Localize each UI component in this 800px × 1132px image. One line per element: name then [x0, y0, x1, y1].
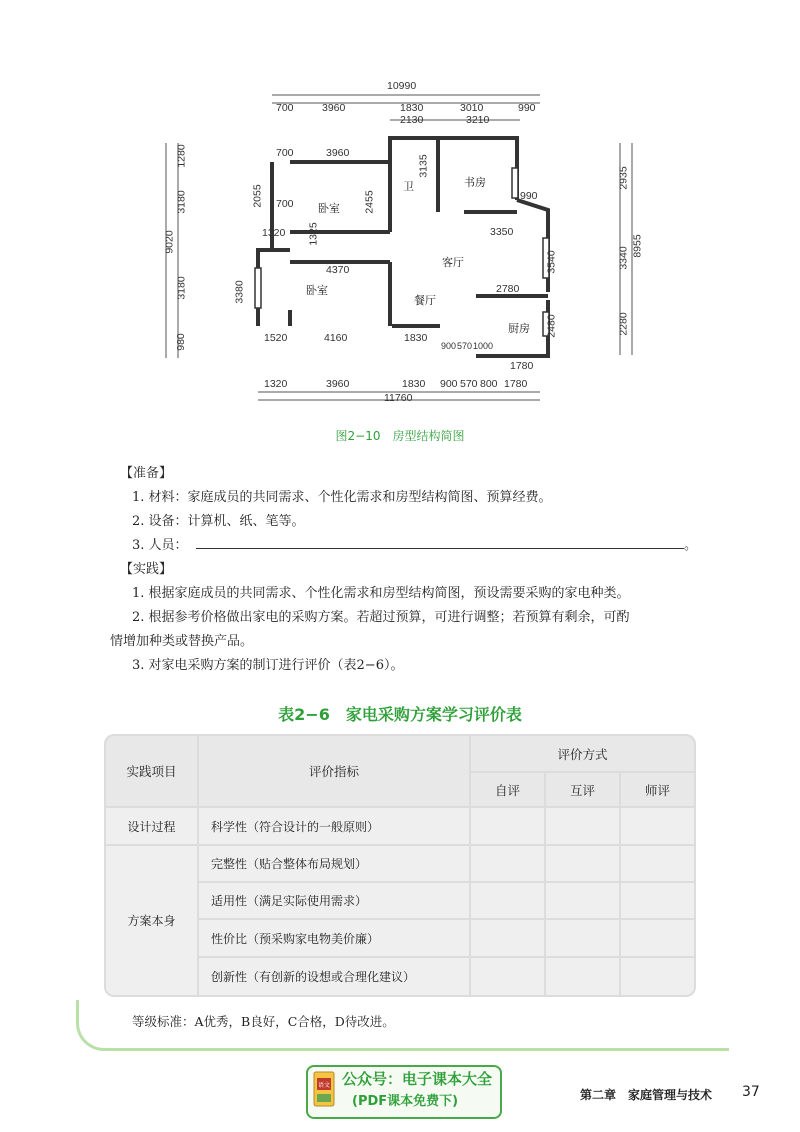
- dim-right-4: 2280: [617, 312, 630, 336]
- dim-bottom-total: 11760: [384, 392, 413, 404]
- row-cost-effectiveness: 性价比（预采购家电物美价廉）: [199, 920, 469, 956]
- header-teacher: 师评: [621, 773, 694, 806]
- dim-left-2: 3180: [175, 190, 188, 214]
- group-design-process: 设计过程: [106, 808, 197, 844]
- cell-self-5[interactable]: [471, 958, 544, 995]
- page-number: 37: [742, 1084, 760, 1100]
- chapter-title: 第二章 家庭管理与技术: [580, 1088, 713, 1102]
- dim-1320: 1320: [262, 227, 286, 239]
- dim-2055: 2055: [251, 184, 264, 208]
- dim-top2-2: 3210: [466, 114, 490, 126]
- header-indicator: 评价指标: [199, 736, 469, 806]
- practice-item-3: 3. 对家电采购方案的制订进行评价（表2−6）。: [132, 658, 404, 673]
- cell-teacher-1[interactable]: [621, 808, 694, 844]
- dim-3135: 3135: [417, 154, 430, 178]
- cell-peer-5[interactable]: [546, 958, 619, 995]
- cell-peer-3[interactable]: [546, 883, 619, 918]
- dim-top-2: 3960: [322, 102, 346, 114]
- dim-inner-top-1: 700: [276, 147, 294, 159]
- badge-line-1: 公众号：电子课本大全: [342, 1070, 493, 1088]
- dim-2455: 2455: [363, 190, 376, 214]
- practice-item-2a: 2. 根据参考价格做出家电的采购方案。若超过预算，可进行调整；若预算有剩余，可酌: [132, 610, 630, 625]
- prep-item-2: 2. 设备：计算机、纸、笔等。: [132, 514, 305, 529]
- dim-900: 900: [441, 341, 457, 351]
- dim-3350: 3350: [490, 226, 514, 238]
- dim-1325: 1325: [307, 222, 320, 246]
- header-method: 评价方式: [471, 736, 694, 771]
- dim-left-4: 3180: [175, 276, 188, 300]
- cell-peer-1[interactable]: [546, 808, 619, 844]
- header-project: 实践项目: [106, 736, 197, 806]
- dim-top-1: 700: [276, 102, 294, 114]
- figure-caption: 图2−10 房型结构简图: [335, 429, 465, 443]
- cell-self-3[interactable]: [471, 883, 544, 918]
- dim-4370: 4370: [326, 264, 350, 276]
- textbook-icon: [312, 1070, 336, 1110]
- dim-bottom-1: 1320: [264, 378, 288, 390]
- cell-teacher-5[interactable]: [621, 958, 694, 995]
- dim-right-total: 8955: [631, 234, 644, 258]
- room-bathroom: 卫: [403, 180, 414, 193]
- dim-990: 990: [520, 190, 538, 202]
- header-self: 自评: [471, 773, 544, 806]
- dim-bottom-2: 3960: [326, 378, 350, 390]
- dim-2480: 2480: [545, 314, 558, 338]
- dim-bottom-7: 1780: [504, 378, 528, 390]
- prep-item-1: 1. 材料：家庭成员的共同需求、个性化需求和房型结构简图、预算经费。: [132, 490, 552, 505]
- dim-700: 700: [276, 198, 294, 210]
- dim-total-top: 10990: [387, 80, 417, 92]
- cell-teacher-2[interactable]: [621, 846, 694, 881]
- practice-item-1: 1. 根据家庭成员的共同需求、个性化需求和房型结构简图，预设需要采购的家电种类。: [132, 586, 630, 601]
- row-applicability: 适用性（满足实际使用需求）: [199, 883, 469, 918]
- dim-bottom-4: 900: [440, 378, 458, 390]
- prep-item-3-label: 3. 人员：: [132, 538, 188, 553]
- dim-3540: 3540: [545, 250, 558, 274]
- table-title: 表2−6 家电采购方案学习评价表: [278, 705, 522, 724]
- dim-left-5: 980: [174, 333, 187, 351]
- practice-heading: 【实践】: [120, 562, 173, 577]
- prep-item-3-end: 。: [684, 538, 698, 553]
- practice-item-2b: 情增加种类或替换产品。: [110, 634, 254, 649]
- room-bedroom-2: 卧室: [306, 284, 328, 297]
- dim-top-4: 3010: [460, 102, 484, 114]
- cell-teacher-3[interactable]: [621, 883, 694, 918]
- cell-peer-4[interactable]: [546, 920, 619, 956]
- dim-1520: 1520: [264, 332, 288, 344]
- dim-top-3: 1830: [400, 102, 424, 114]
- floor-plan-drawing: [0, 0, 800, 420]
- row-scientific: 科学性（符合设计的一般原则）: [199, 808, 469, 844]
- dim-left-total: 9020: [163, 230, 176, 254]
- dim-top2-1: 2130: [400, 114, 424, 126]
- dim-bottom-5: 570: [460, 378, 478, 390]
- dim-right-2: 3340: [617, 246, 630, 270]
- dim-570: 570: [457, 341, 473, 351]
- dim-3380: 3380: [233, 280, 246, 304]
- dim-top-5: 990: [518, 102, 536, 114]
- dim-1780: 1780: [510, 360, 534, 372]
- room-bedroom-1: 卧室: [318, 202, 340, 215]
- dim-left-1: 1280: [175, 144, 188, 168]
- cell-self-2[interactable]: [471, 846, 544, 881]
- dim-2780: 2780: [496, 283, 520, 295]
- row-completeness: 完整性（贴合整体布局规划）: [199, 846, 469, 881]
- header-peer: 互评: [546, 773, 619, 806]
- room-kitchen: 厨房: [508, 322, 530, 335]
- dim-1000: 1000: [473, 341, 494, 351]
- personnel-fill-line: [196, 548, 684, 549]
- room-dining: 餐厅: [414, 294, 436, 307]
- cell-self-4[interactable]: [471, 920, 544, 956]
- cell-peer-2[interactable]: [546, 846, 619, 881]
- dim-right-1: 2935: [617, 166, 630, 190]
- room-living: 客厅: [442, 256, 464, 269]
- dim-1830: 1830: [404, 332, 428, 344]
- cell-teacher-4[interactable]: [621, 920, 694, 956]
- prep-heading: 【准备】: [120, 466, 173, 481]
- dim-bottom-6: 800: [480, 378, 498, 390]
- row-innovation: 创新性（有创新的设想或合理化建议）: [199, 958, 469, 995]
- grading-standard: 等级标准：A优秀，B良好，C合格，D待改进。: [132, 1014, 395, 1029]
- badge-line-2: (PDF课本免费下): [352, 1094, 459, 1109]
- dim-bottom-3: 1830: [402, 378, 426, 390]
- cell-self-1[interactable]: [471, 808, 544, 844]
- room-study: 书房: [464, 176, 486, 189]
- group-plan-itself: 方案本身: [106, 846, 197, 995]
- dim-inner-top-2: 3960: [326, 147, 350, 159]
- dim-4160: 4160: [324, 332, 348, 344]
- textbook-icon-label: 语文: [317, 1082, 331, 1089]
